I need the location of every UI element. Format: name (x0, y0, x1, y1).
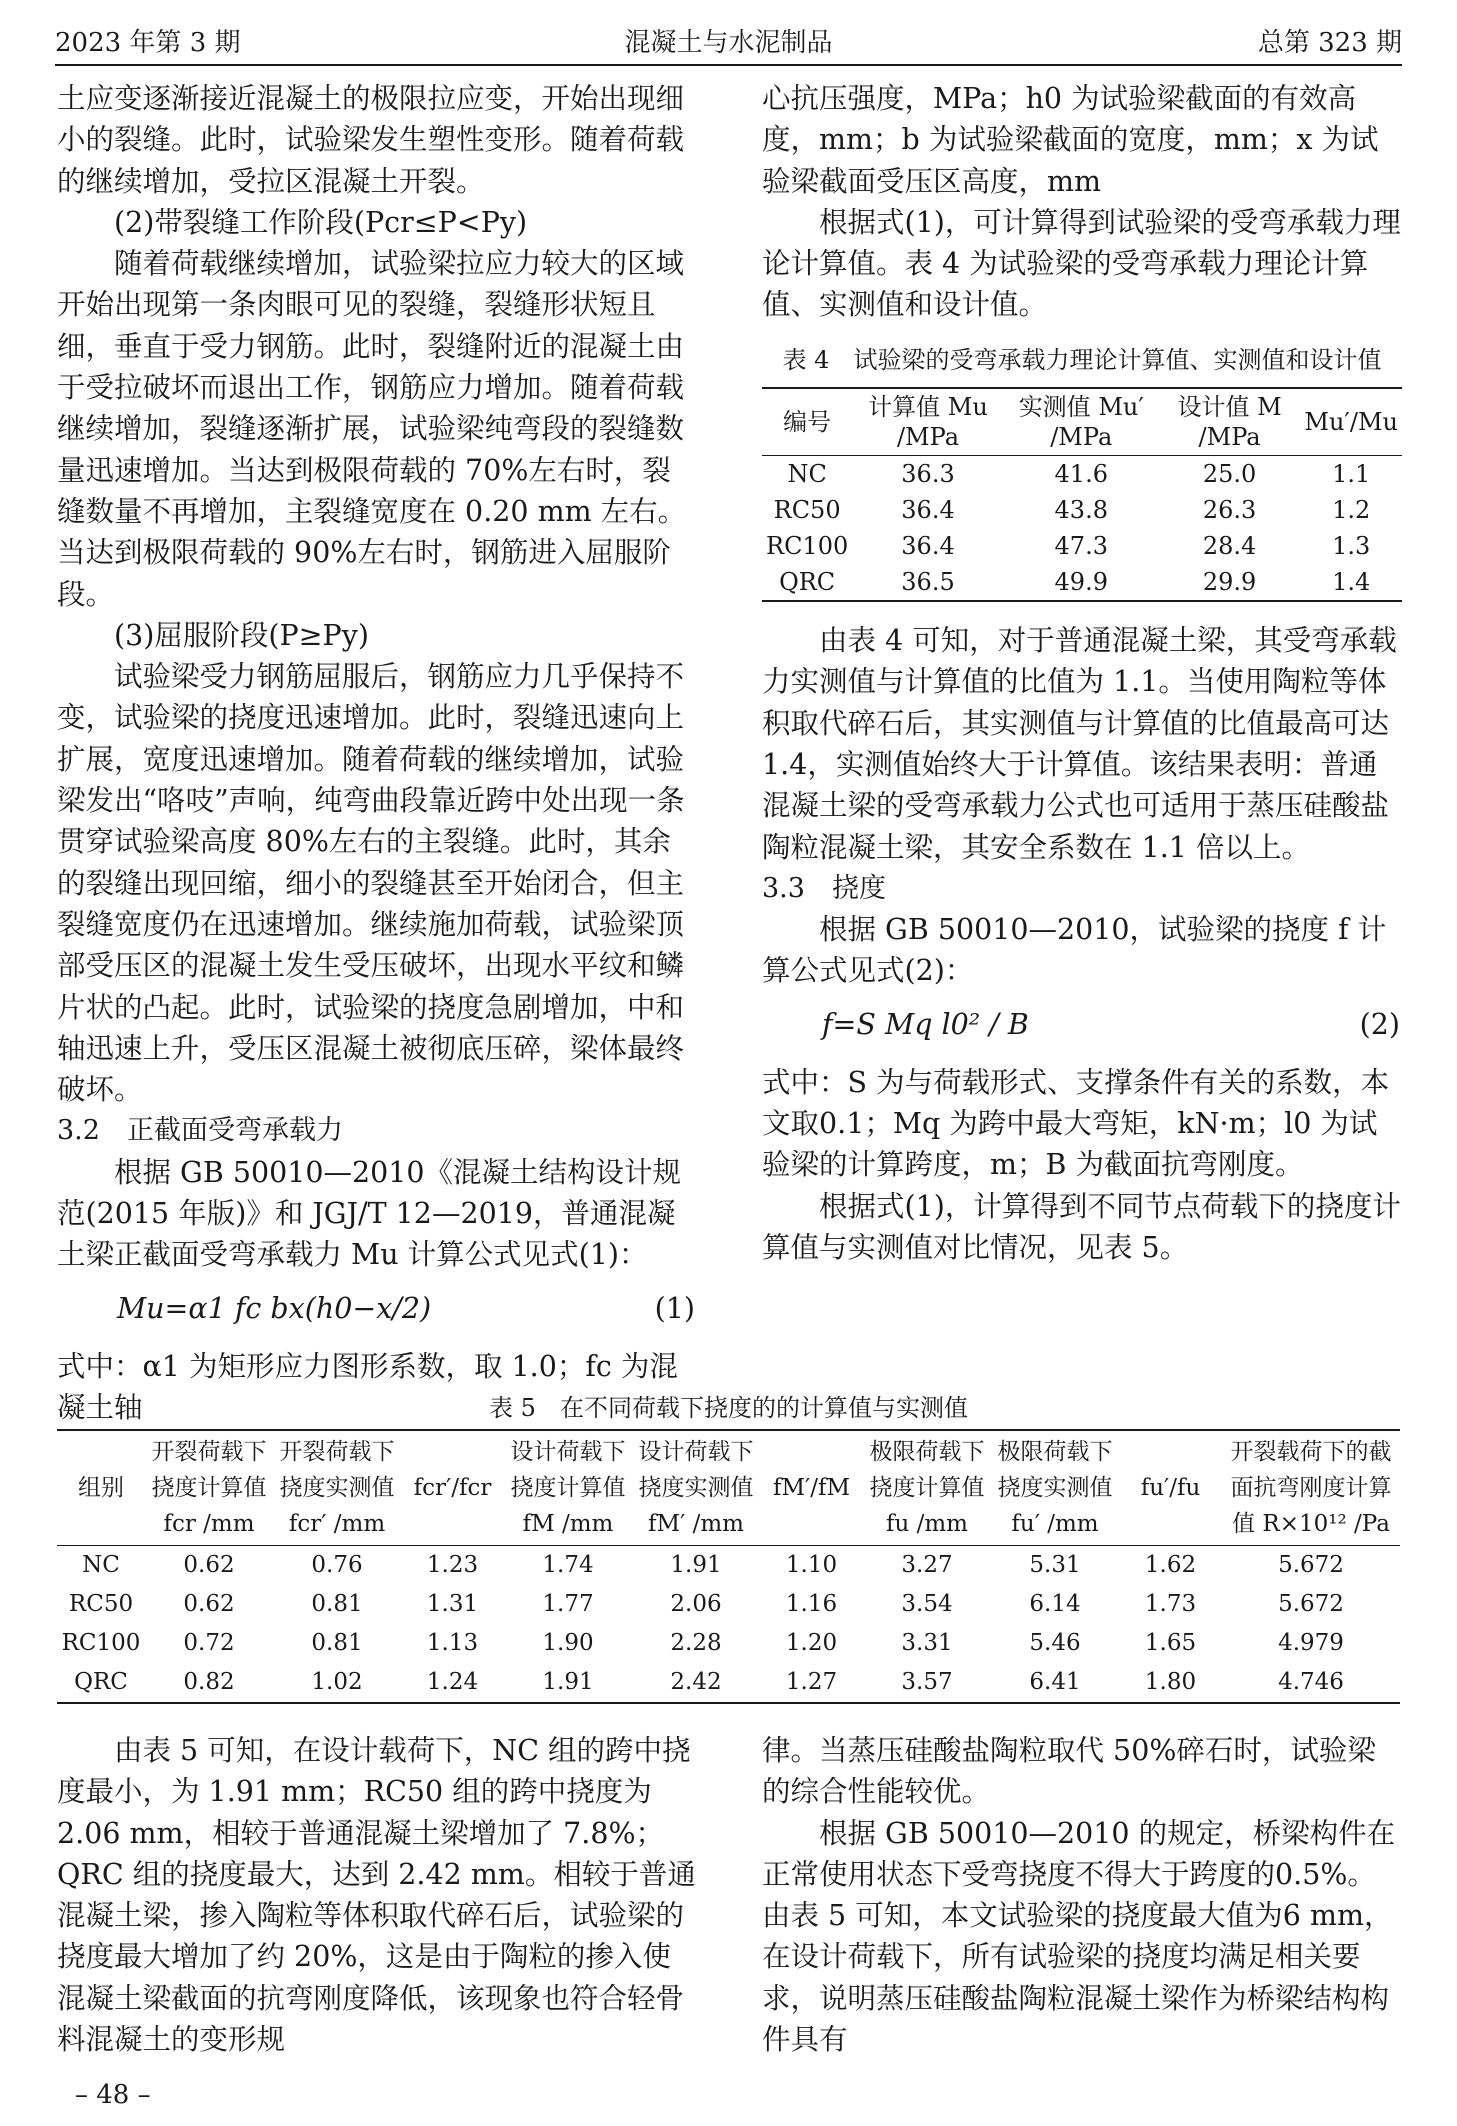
table-cell: 1.1 (1332, 460, 1371, 489)
table-cell: QRC (779, 568, 836, 597)
table-row (57, 1624, 1400, 1663)
table-cell: 41.6 (1054, 460, 1108, 489)
equation-2 (762, 992, 1402, 1062)
left-column-bottom (57, 1730, 697, 2060)
table-cell: 36.4 (901, 532, 955, 561)
paragraph: 根据 GB 50010—2010，试验梁的挠度 f 计算公式见式(2)： (762, 913, 1387, 988)
table-header: 设计荷载下挠度实测值 fM′ /mm (632, 1430, 760, 1546)
table-row (57, 1663, 1400, 1703)
page-number: – 48 – (75, 2080, 151, 2110)
table-cell: 1.4 (1332, 568, 1371, 597)
table-header: 极限荷载下挠度计算值 fu /mm (863, 1430, 991, 1546)
table-cell: 5.46 (1029, 1630, 1081, 1656)
table-header: Mu′/Mu (1300, 388, 1402, 456)
table-cell: 29.9 (1202, 568, 1257, 597)
table-cell: 47.3 (1054, 532, 1108, 561)
paragraph: 由表 4 可知，对于普通混凝土梁，其受弯承载力实测值与计算值的比值为 1.1。当使用陶粒等体积取代碎石后，其实测值与计算值的比值最高可达 1.4，实测值始终大于计算值。该结果表明：普通混凝土梁的受弯承载力公式也可适用于蒸压硅酸盐陶粒混凝土梁，其安全系数在 1.1 倍以上。 (762, 624, 1397, 864)
header-total-issue: 总第 323 期 (1257, 28, 1402, 58)
paragraph: 律。当蒸压硅酸盐陶粒取代 50%碎石时，试验梁的综合性能较优。 (762, 1734, 1376, 1809)
equation-formula: Mu=α1 fc bx(h0−x/2) (117, 1291, 432, 1325)
table-cell: 1.91 (542, 1669, 594, 1695)
table-cell: 36.3 (901, 460, 955, 489)
table-cell: 2.06 (670, 1591, 722, 1617)
table-5-caption: 表 5 在不同荷载下挠度的的计算值与实测值 (489, 1394, 968, 1422)
table-header: 组别 (57, 1430, 145, 1546)
paragraph: 随着荷载继续增加，试验梁拉应力较大的区域开始出现第一条肉眼可见的裂缝，裂缝形状短且细，垂直于受力钢筋。此时，裂缝附近的混凝土由于受拉破坏而退出工作，钢筋应力增加。随着荷载继续增加，裂缝逐渐扩展，试验梁纯弯段的裂缝数量迅速增加。当达到极限荷载的 70%左右时，裂缝数量不再增加，主裂缝宽度在 0.20 mm 左右。当达到极限荷载的 90%左右时，钢筋进入屈服阶段。 (57, 247, 687, 611)
table-cell: 1.23 (426, 1552, 479, 1578)
table-cell: 4.979 (1278, 1630, 1344, 1656)
header-issue: 2023 年第 3 期 (55, 28, 241, 58)
table-cell: QRC (74, 1669, 128, 1695)
header-journal: 混凝土与水泥制品 (624, 28, 833, 58)
table-cell: 1.90 (542, 1630, 594, 1656)
table-cell: RC100 (61, 1630, 141, 1656)
table-cell: NC (787, 460, 827, 489)
paragraph: 由表 5 可知，在设计载荷下，NC 组的跨中挠度最小，为 1.91 mm；RC50 组的跨中挠度为2.06 mm，相较于普通混凝土梁增加了 7.8%；QRC 组的挠度最大，达到 2.42 mm。相较于普通混凝土梁，掺入陶粒等体积取代碎石后，试验梁的挠度最大增加了约 20%，这是由于陶粒的掺入使混凝土梁截面的抗弯刚度降低，该现象也符合轻骨料混凝土的变形规 (57, 1734, 696, 2057)
right-column (762, 78, 1402, 1268)
table-cell: 0.76 (311, 1552, 363, 1578)
table-cell: 0.81 (311, 1591, 363, 1617)
paragraph: 根据式(1)，计算得到不同节点荷载下的挠度计算值与实测值对比情况，见表 5。 (762, 1189, 1401, 1264)
table-5-wrapper (57, 1384, 1400, 1704)
table-5-body (57, 1546, 1400, 1704)
paragraph: 根据式(1)，可计算得到试验梁的受弯承载力理论计算值。表 4 为试验梁的受弯承载力理论计算值、实测值和设计值。 (762, 205, 1401, 322)
table-cell: RC50 (773, 496, 841, 525)
table-row (57, 1585, 1400, 1624)
table-cell: 0.81 (311, 1630, 363, 1656)
table-cell: 25.0 (1202, 460, 1257, 489)
table-row (762, 564, 1402, 601)
table-header: 设计值 M /MPa (1159, 388, 1301, 456)
stage-heading: (2)带裂缝工作阶段(Pcr≤P<Py) (114, 205, 528, 239)
paragraph: 心抗压强度，MPa；h0 为试验梁截面的有效高度，mm；b 为试验梁截面的宽度，mm；x 为试验梁截面受压区高度，mm (762, 82, 1379, 198)
table-cell: 26.3 (1202, 496, 1257, 525)
table-cell: RC100 (766, 532, 849, 561)
table-cell: 1.20 (785, 1630, 838, 1656)
table-cell: 1.02 (311, 1669, 363, 1695)
paragraph: 土应变逐渐接近混凝土的极限拉应变，开始出现细小的裂缝。此时，试验梁发生塑性变形。随着荷载的继续增加，受拉区混凝土开裂。 (57, 82, 685, 198)
table-header: fM′/fM (760, 1430, 863, 1546)
paragraph: 试验梁受力钢筋屈服后，钢筋应力几乎保持不变，试验梁的挠度迅速增加。此时，裂缝迅速向上扩展，宽度迅速增加。随着荷载的继续增加，试验梁发出“咯吱”声响，纯弯曲段靠近跨中处出现一条贯穿试验梁高度 80%左右的主裂缝。此时，其余的裂缝出现回缩，细小的裂缝甚至开始闭合，但主裂缝宽度仍在迅速增加。继续施加荷载，试验梁顶部受压区的混凝土发生受压破坏，出现水平纹和鳞片状的凸起。此时，试验梁的挠度急剧增加，中和轴迅速上升，受压区混凝土被彻底压碎，梁体最终破坏。 (57, 660, 685, 1107)
paragraph: 式中：S 为与荷载形式、支撑条件有关的系数，本文取0.1；Mq 为跨中最大弯矩，kN·m；l0 为试验梁的计算跨度，m；B 为截面抗弯刚度。 (762, 1065, 1390, 1182)
table-cell: 3.54 (901, 1591, 953, 1617)
table-cell: 1.80 (1144, 1669, 1197, 1695)
table-header: fcr′/fcr (401, 1430, 504, 1546)
table-row (57, 1546, 1400, 1586)
table-cell: 6.41 (1029, 1669, 1081, 1695)
table-cell: 5.31 (1029, 1552, 1081, 1578)
running-header (55, 22, 1402, 62)
header-rule (55, 64, 1402, 66)
table-header: 设计荷载下挠度计算值 fM /mm (504, 1430, 632, 1546)
table-cell: 2.28 (670, 1630, 722, 1656)
table-header: 开裂荷载下挠度实测值 fcr′ /mm (273, 1430, 401, 1546)
table-cell: RC50 (68, 1591, 134, 1617)
table-cell: 3.57 (901, 1669, 953, 1695)
table-cell: 36.5 (901, 568, 955, 597)
table-row (762, 492, 1402, 528)
table-4-body (762, 456, 1402, 602)
table-cell: 5.672 (1278, 1552, 1344, 1578)
table-cell: 3.31 (901, 1630, 953, 1656)
table-4 (762, 387, 1402, 602)
table-cell: 1.16 (785, 1591, 838, 1617)
table-cell: 1.74 (542, 1552, 594, 1578)
left-column (57, 78, 697, 1428)
table-header: 计算值 Mu /MPa (852, 388, 1004, 456)
table-cell: 49.9 (1054, 568, 1108, 597)
table-header: 编号 (762, 388, 852, 456)
table-row (762, 456, 1402, 493)
section-heading: 3.2 正截面受弯承载力 (57, 1115, 343, 1147)
table-cell: 2.42 (670, 1669, 722, 1695)
table-cell: 1.13 (426, 1630, 479, 1656)
section-heading: 3.3 挠度 (762, 872, 886, 904)
stage-heading: (3)屈服阶段(P≥Py) (114, 618, 369, 652)
table-header: 极限荷载下挠度实测值 fu′ /mm (991, 1430, 1119, 1546)
table-5 (57, 1429, 1400, 1704)
table-cell: 36.4 (901, 496, 955, 525)
table-cell: 0.72 (183, 1630, 235, 1656)
right-column-bottom (762, 1730, 1402, 2060)
paragraph: 根据 GB 50010—2010《混凝土结构设计规范(2015 年版)》和 JGJ/T 12—2019，普通混凝土梁正截面受弯承载力 Mu 计算公式见式(1)： (57, 1155, 682, 1272)
table-cell: 1.62 (1144, 1552, 1197, 1578)
table-header: 开裂载荷下的截面抗弯刚度计算值 R×10¹² /Pa (1222, 1430, 1400, 1546)
table-cell: 1.24 (426, 1669, 479, 1695)
table-cell: 1.3 (1332, 532, 1371, 561)
table-cell: 1.2 (1332, 496, 1371, 525)
paragraph: 式中：α1 为矩形应力图形系数，取 1.0；fc 为混凝土轴 (57, 1349, 678, 1424)
table-cell: 3.27 (901, 1552, 953, 1578)
table-cell: 1.65 (1144, 1630, 1197, 1656)
table-header: 开裂荷载下挠度计算值 fcr /mm (145, 1430, 273, 1546)
table-cell: 6.14 (1029, 1591, 1081, 1617)
table-cell: 1.31 (426, 1591, 479, 1617)
table-cell: 1.77 (542, 1591, 594, 1617)
table-cell: NC (82, 1552, 120, 1578)
table-cell: 1.73 (1144, 1591, 1197, 1617)
table-cell: 0.82 (183, 1669, 235, 1695)
equation-number: (2) (1359, 1007, 1400, 1041)
paragraph: 根据 GB 50010—2010 的规定，桥梁构件在正常使用状态下受弯挠度不得大于跨度的0.5%。由表 5 可知，本文试验梁的挠度最大值为6 mm，在设计荷载下，所有试验梁的挠度均满足相关要求，说明蒸压硅酸盐陶粒混凝土梁作为桥梁结构构件具有 (762, 1816, 1396, 2057)
table-cell: 1.27 (785, 1669, 838, 1695)
table-cell: 5.672 (1278, 1591, 1344, 1617)
table-cell: 0.62 (183, 1591, 235, 1617)
table-cell: 1.10 (785, 1552, 838, 1578)
equation-number: (1) (654, 1291, 695, 1325)
table-cell: 1.91 (670, 1552, 722, 1578)
table-row (762, 528, 1402, 564)
table-cell: 0.62 (183, 1552, 235, 1578)
equation-formula: f=S Mq l0² / B (822, 1007, 1029, 1041)
table-header: 实测值 Mu′ /MPa (1004, 388, 1159, 456)
table-4-caption: 表 4 试验梁的受弯承载力理论计算值、实测值和设计值 (782, 345, 1382, 374)
equation-1 (57, 1276, 697, 1346)
table-cell: 4.746 (1278, 1669, 1344, 1695)
table-cell: 28.4 (1202, 532, 1257, 561)
table-cell: 43.8 (1054, 496, 1108, 525)
table-header: fu′/fu (1119, 1430, 1222, 1546)
